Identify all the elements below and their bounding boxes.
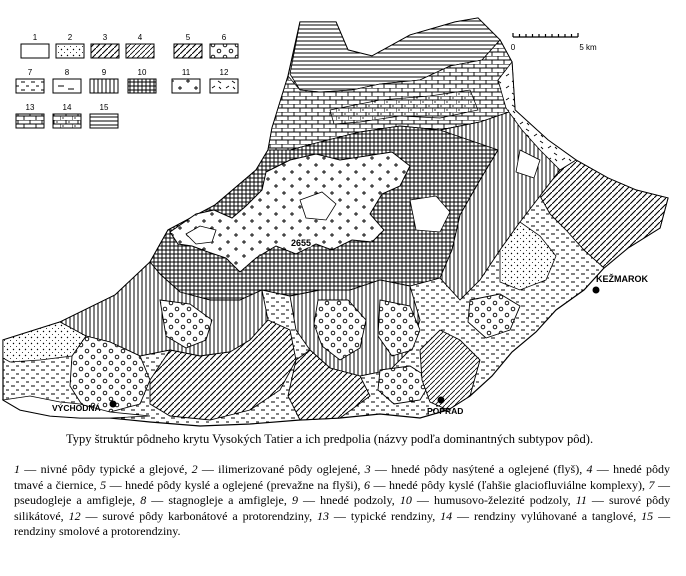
legend-entry-number: 13 <box>317 508 330 523</box>
svg-text:KEŽMAROK: KEŽMAROK <box>596 274 648 284</box>
legend-item-13 <box>16 103 44 128</box>
svg-text:1: 1 <box>32 33 38 42</box>
legend-entry-number: 3 <box>364 462 371 476</box>
legend-entry: 12 — surové pôdy karbonátové a protorendziny, <box>68 508 318 523</box>
legend-item-7 <box>16 68 44 93</box>
legend-entry-number: 4 <box>586 462 593 476</box>
town-marker-icon <box>438 397 445 404</box>
legend-entry-number: 2 <box>191 462 198 476</box>
legend-item-8 <box>53 68 81 93</box>
legend-entry-text: rendziny smolové a protorendziny <box>14 524 178 538</box>
svg-text:POPRAD: POPRAD <box>427 406 464 416</box>
legend-item-14 <box>53 103 81 128</box>
svg-text:VÝCHODNÁ: VÝCHODNÁ <box>52 403 101 413</box>
svg-text:10: 10 <box>137 68 147 77</box>
legend-entry: 11 — surové pôdy silikátové, <box>14 493 671 523</box>
legend <box>16 33 238 128</box>
legend-entry-text: hnedé pôdy kyslé a oglejené (prevažne na flyši) <box>125 477 358 492</box>
legend-item-5 <box>174 33 202 58</box>
legend-item-12 <box>210 68 238 93</box>
legend-entry-number: 5 <box>100 477 107 492</box>
legend-entry-number: 8 <box>140 493 147 507</box>
svg-text:9: 9 <box>101 68 107 77</box>
legend-item-2 <box>56 33 84 58</box>
legend-entry: 5 — hnedé pôdy kyslé a oglejené (prevažne na flyši), <box>100 477 365 492</box>
svg-text:3: 3 <box>102 33 108 42</box>
legend-item-3 <box>91 33 119 58</box>
legend-item-6 <box>210 33 238 58</box>
svg-text:0: 0 <box>510 43 516 52</box>
svg-text:4: 4 <box>137 33 143 42</box>
svg-text:13: 13 <box>25 103 35 112</box>
town-marker-icon <box>110 401 117 408</box>
legend-item-4 <box>126 33 154 58</box>
svg-text:12: 12 <box>219 68 229 77</box>
legend-entry-number: 14 <box>440 508 453 523</box>
svg-text:7: 7 <box>27 68 33 77</box>
legend-entry-number: 1 <box>14 462 20 476</box>
legend-entry: 3 — hnedé pôdy nasýtené a oglejené (flyš), <box>364 462 587 476</box>
svg-text:5: 5 <box>185 33 191 42</box>
legend-entry-number: 7 <box>648 477 655 492</box>
legend-item-11 <box>172 68 200 93</box>
legend-item-10 <box>128 68 156 93</box>
legend-entry-text: surové pôdy silikátové <box>14 493 671 523</box>
legend-entry-text: typické rendziny <box>350 508 433 523</box>
legend-entry: 2 — ilimerizované pôdy oglejené, <box>191 462 365 476</box>
svg-text:6: 6 <box>221 33 227 42</box>
legend-entry: 8 — stagnogleje a amfigleje, <box>140 493 292 507</box>
legend-item-9 <box>90 68 118 93</box>
legend-entry: 7 — pseudogleje a amfigleje, <box>14 477 670 507</box>
legend-entry-text: humusovo-železité podzoly <box>434 493 568 507</box>
legend-entry-text: hnedé pôdy nasýtené a oglejené (flyš) <box>391 462 580 476</box>
svg-text:15: 15 <box>99 103 109 112</box>
legend-entry: 15 — rendziny smolové a protorendziny. <box>14 508 671 538</box>
legend-entry-number: 6 <box>364 477 371 492</box>
legend-entry-text: ilimerizované pôdy oglejené <box>218 462 358 476</box>
legend-entry-number: 10 <box>399 493 412 507</box>
svg-text:8: 8 <box>64 68 70 77</box>
legend-entry-text: rendziny vylúhované a tanglové <box>473 508 634 523</box>
svg-text:11: 11 <box>181 68 191 77</box>
legend-entry-number: 11 <box>575 493 587 507</box>
map-caption: Typy štruktúr pôdneho krytu Vysokých Tatier a ich predpolia (názvy podľa dominantných subtypov pôd). <box>66 432 594 446</box>
legend-explanation <box>14 462 670 540</box>
scale-bar <box>511 33 597 52</box>
legend-entry: 14 — rendziny vylúhované a tanglové, <box>440 508 642 523</box>
legend-entry-text: stagnogleje a amfigleje <box>168 493 284 507</box>
svg-text:14: 14 <box>62 103 72 112</box>
legend-entry-text: hnedé pôdy kyslé (ľahšie glaciofluviálne komplexy) <box>389 477 642 492</box>
legend-entry: 1 — nivné pôdy typické a glejové, <box>14 462 192 476</box>
legend-entry-text: nivné pôdy typické a glejové <box>40 462 185 476</box>
town-marker-icon <box>593 287 600 294</box>
legend-entry: 9 — hnedé podzoly, <box>291 493 400 507</box>
legend-item-15 <box>90 103 118 128</box>
svg-text:5 km: 5 km <box>579 43 597 52</box>
legend-entry: 4 — hnedé pôdy tmavé a čiernice, <box>14 462 670 492</box>
legend-entry: 13 — typické rendziny, <box>317 508 441 523</box>
legend-entry-text: surové pôdy karbonátové a protorendziny <box>102 508 310 523</box>
place-peak <box>291 238 311 248</box>
legend-entry: 6 — hnedé pôdy kyslé (ľahšie glaciofluviálne komplexy), <box>364 477 649 492</box>
legend-entry-number: 9 <box>291 493 298 507</box>
legend-entry-number: 12 <box>68 508 81 523</box>
svg-text:2655: 2655 <box>291 238 312 248</box>
legend-entry-text: hnedé podzoly <box>320 493 392 507</box>
legend-entry-text: hnedé pôdy tmavé a čiernice <box>14 462 670 492</box>
legend-item-1 <box>21 33 49 58</box>
svg-text:2: 2 <box>67 33 73 42</box>
legend-entry-number: 15 <box>641 508 654 523</box>
legend-entry: 10 — humusovo-železité podzoly, <box>399 493 576 507</box>
legend-entry-text: pseudogleje a amfigleje <box>14 493 133 507</box>
place-kezmarok <box>593 273 649 294</box>
